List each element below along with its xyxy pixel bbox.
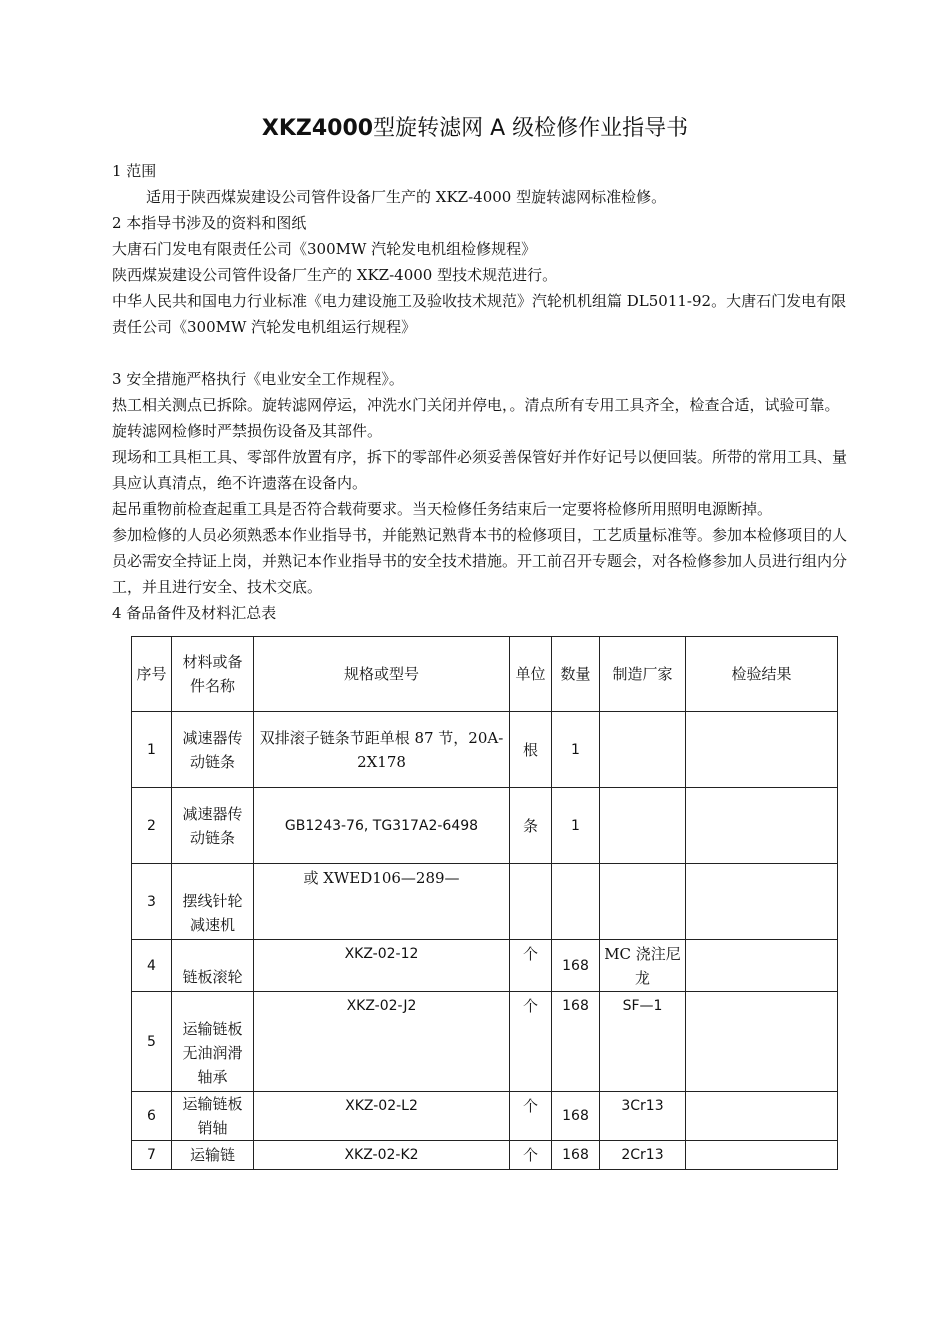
row-maker: SF—1 bbox=[600, 992, 686, 1092]
table-row bbox=[132, 712, 838, 788]
row-result bbox=[686, 864, 838, 940]
row-result bbox=[686, 1141, 838, 1170]
row-spec: XKZ-02-L2 bbox=[254, 1092, 510, 1141]
section-1-text: 适用于陕西煤炭建设公司管件设备厂生产的 XKZ-4000 型旋转滤网标准检修。 bbox=[146, 188, 667, 206]
row-seq: 2 bbox=[132, 788, 172, 864]
table-row bbox=[132, 992, 838, 1092]
safety-paragraph-3: 现场和工具柜工具、零部件放置有序，拆下的零部件必须妥善保管好并作好记号以便回装。所带的常用工具、量具应认真清点，绝不许遗落在设备内。 bbox=[112, 448, 848, 492]
row-maker: 3Cr13 bbox=[600, 1092, 686, 1141]
section-3-heading: 3 安全措施严格执行《电业安全工作规程》。 bbox=[112, 370, 404, 388]
row-name: 减速器传动链条 bbox=[172, 712, 254, 788]
title-model: XKZ4000 bbox=[261, 116, 374, 141]
row-spec: XKZ-02-12 bbox=[254, 940, 510, 992]
safety-paragraph-1: 热工相关测点已拆除。旋转滤网停运，冲洗水门关闭并停电，。清点所有专用工具齐全，检查合适，试验可靠。 bbox=[112, 396, 840, 414]
header-seq: 序号 bbox=[132, 637, 172, 712]
row-seq: 6 bbox=[132, 1092, 172, 1141]
row-seq: 4 bbox=[132, 940, 172, 992]
row-seq: 1 bbox=[132, 712, 172, 788]
header-spec: 规格或型号 bbox=[254, 637, 510, 712]
spacer bbox=[112, 340, 860, 366]
row-spec: XKZ-02-J2 bbox=[254, 992, 510, 1092]
header-result: 检验结果 bbox=[686, 637, 838, 712]
row-name: 减速器传动链条 bbox=[172, 788, 254, 864]
header-name: 材料或备件名称 bbox=[172, 637, 254, 712]
row-qty: 168 bbox=[552, 940, 600, 992]
header-qty: 数量 bbox=[552, 637, 600, 712]
document-title bbox=[0, 114, 950, 144]
spare-parts-table bbox=[131, 636, 838, 1170]
row-name: 运输链板无油润滑轴承 bbox=[172, 992, 254, 1092]
row-name: 链板滚轮 bbox=[172, 940, 254, 992]
safety-paragraph-2: 旋转滤网检修时严禁损伤设备及其部件。 bbox=[112, 422, 383, 440]
row-spec: 双排滚子链条节距单根 87 节，20A-2X178 bbox=[254, 712, 510, 788]
row-spec: XKZ-02-K2 bbox=[254, 1141, 510, 1170]
row-result bbox=[686, 712, 838, 788]
row-name: 摆线针轮减速机 bbox=[172, 864, 254, 940]
row-spec: GB1243-76, TG317A2-6498 bbox=[254, 788, 510, 864]
reference-line-3: 中华人民共和国电力行业标准《电力建设施工及验收技术规范》汽轮机机组篇 DL5011-92。大唐石门发电有限责任公司《300MW 汽轮发电机组运行规程》 bbox=[112, 292, 847, 336]
table-row bbox=[132, 1141, 838, 1170]
row-qty: 168 bbox=[552, 1092, 600, 1141]
section-4-heading: 4 备品备件及材料汇总表 bbox=[112, 604, 277, 622]
table-row bbox=[132, 864, 838, 940]
row-spec: 或 XWED106—289— bbox=[254, 864, 510, 940]
row-qty: 168 bbox=[552, 1141, 600, 1170]
row-result bbox=[686, 1092, 838, 1141]
section-1-heading: 1 范围 bbox=[112, 162, 157, 180]
row-name: 运输链板销轴 bbox=[172, 1092, 254, 1141]
table-header-row bbox=[132, 637, 838, 712]
row-qty bbox=[552, 864, 600, 940]
row-result bbox=[686, 788, 838, 864]
table-row bbox=[132, 788, 838, 864]
row-qty: 1 bbox=[552, 712, 600, 788]
row-seq: 5 bbox=[132, 992, 172, 1092]
section-2-heading: 2 本指导书涉及的资料和图纸 bbox=[112, 214, 307, 232]
row-seq: 3 bbox=[132, 864, 172, 940]
reference-line-1: 大唐石门发电有限责任公司《300MW 汽轮发电机组检修规程》 bbox=[112, 240, 537, 258]
row-name: 运输链 bbox=[172, 1141, 254, 1170]
table-row bbox=[132, 940, 838, 992]
safety-paragraph-4: 起吊重物前检查起重工具是否符合载荷要求。当天检修任务结束后一定要将检修所用照明电源断掉。 bbox=[112, 500, 773, 518]
table-row bbox=[132, 1092, 838, 1141]
row-qty: 168 bbox=[552, 992, 600, 1092]
safety-paragraph-5: 参加检修的人员必须熟悉本作业指导书，并能熟记熟背本书的检修项目，工艺质量标准等。参加本检修项目的人员必需安全持证上岗，并熟记本作业指导书的安全技术措施。开工前召开专题会，对各检修参加人员进行组内分工，并且进行安全、技术交底。 bbox=[112, 526, 848, 596]
row-maker bbox=[600, 712, 686, 788]
document-body bbox=[112, 158, 860, 626]
row-result bbox=[686, 940, 838, 992]
row-unit: 个 bbox=[510, 1092, 552, 1141]
reference-line-2: 陕西煤炭建设公司管件设备厂生产的 XKZ-4000 型技术规范进行。 bbox=[112, 266, 558, 284]
row-maker: 2Cr13 bbox=[600, 1141, 686, 1170]
row-seq: 7 bbox=[132, 1141, 172, 1170]
row-unit: 根 bbox=[510, 712, 552, 788]
row-unit: 个 bbox=[510, 940, 552, 992]
row-maker bbox=[600, 788, 686, 864]
title-text: 型旋转滤网 A 级检修作业指导书 bbox=[373, 116, 689, 141]
row-maker bbox=[600, 864, 686, 940]
row-unit: 个 bbox=[510, 992, 552, 1092]
row-maker: MC 浇注尼龙 bbox=[600, 940, 686, 992]
row-qty: 1 bbox=[552, 788, 600, 864]
row-unit: 个 bbox=[510, 1141, 552, 1170]
header-maker: 制造厂家 bbox=[600, 637, 686, 712]
header-unit: 单位 bbox=[510, 637, 552, 712]
row-result bbox=[686, 992, 838, 1092]
row-unit: 条 bbox=[510, 788, 552, 864]
row-unit bbox=[510, 864, 552, 940]
